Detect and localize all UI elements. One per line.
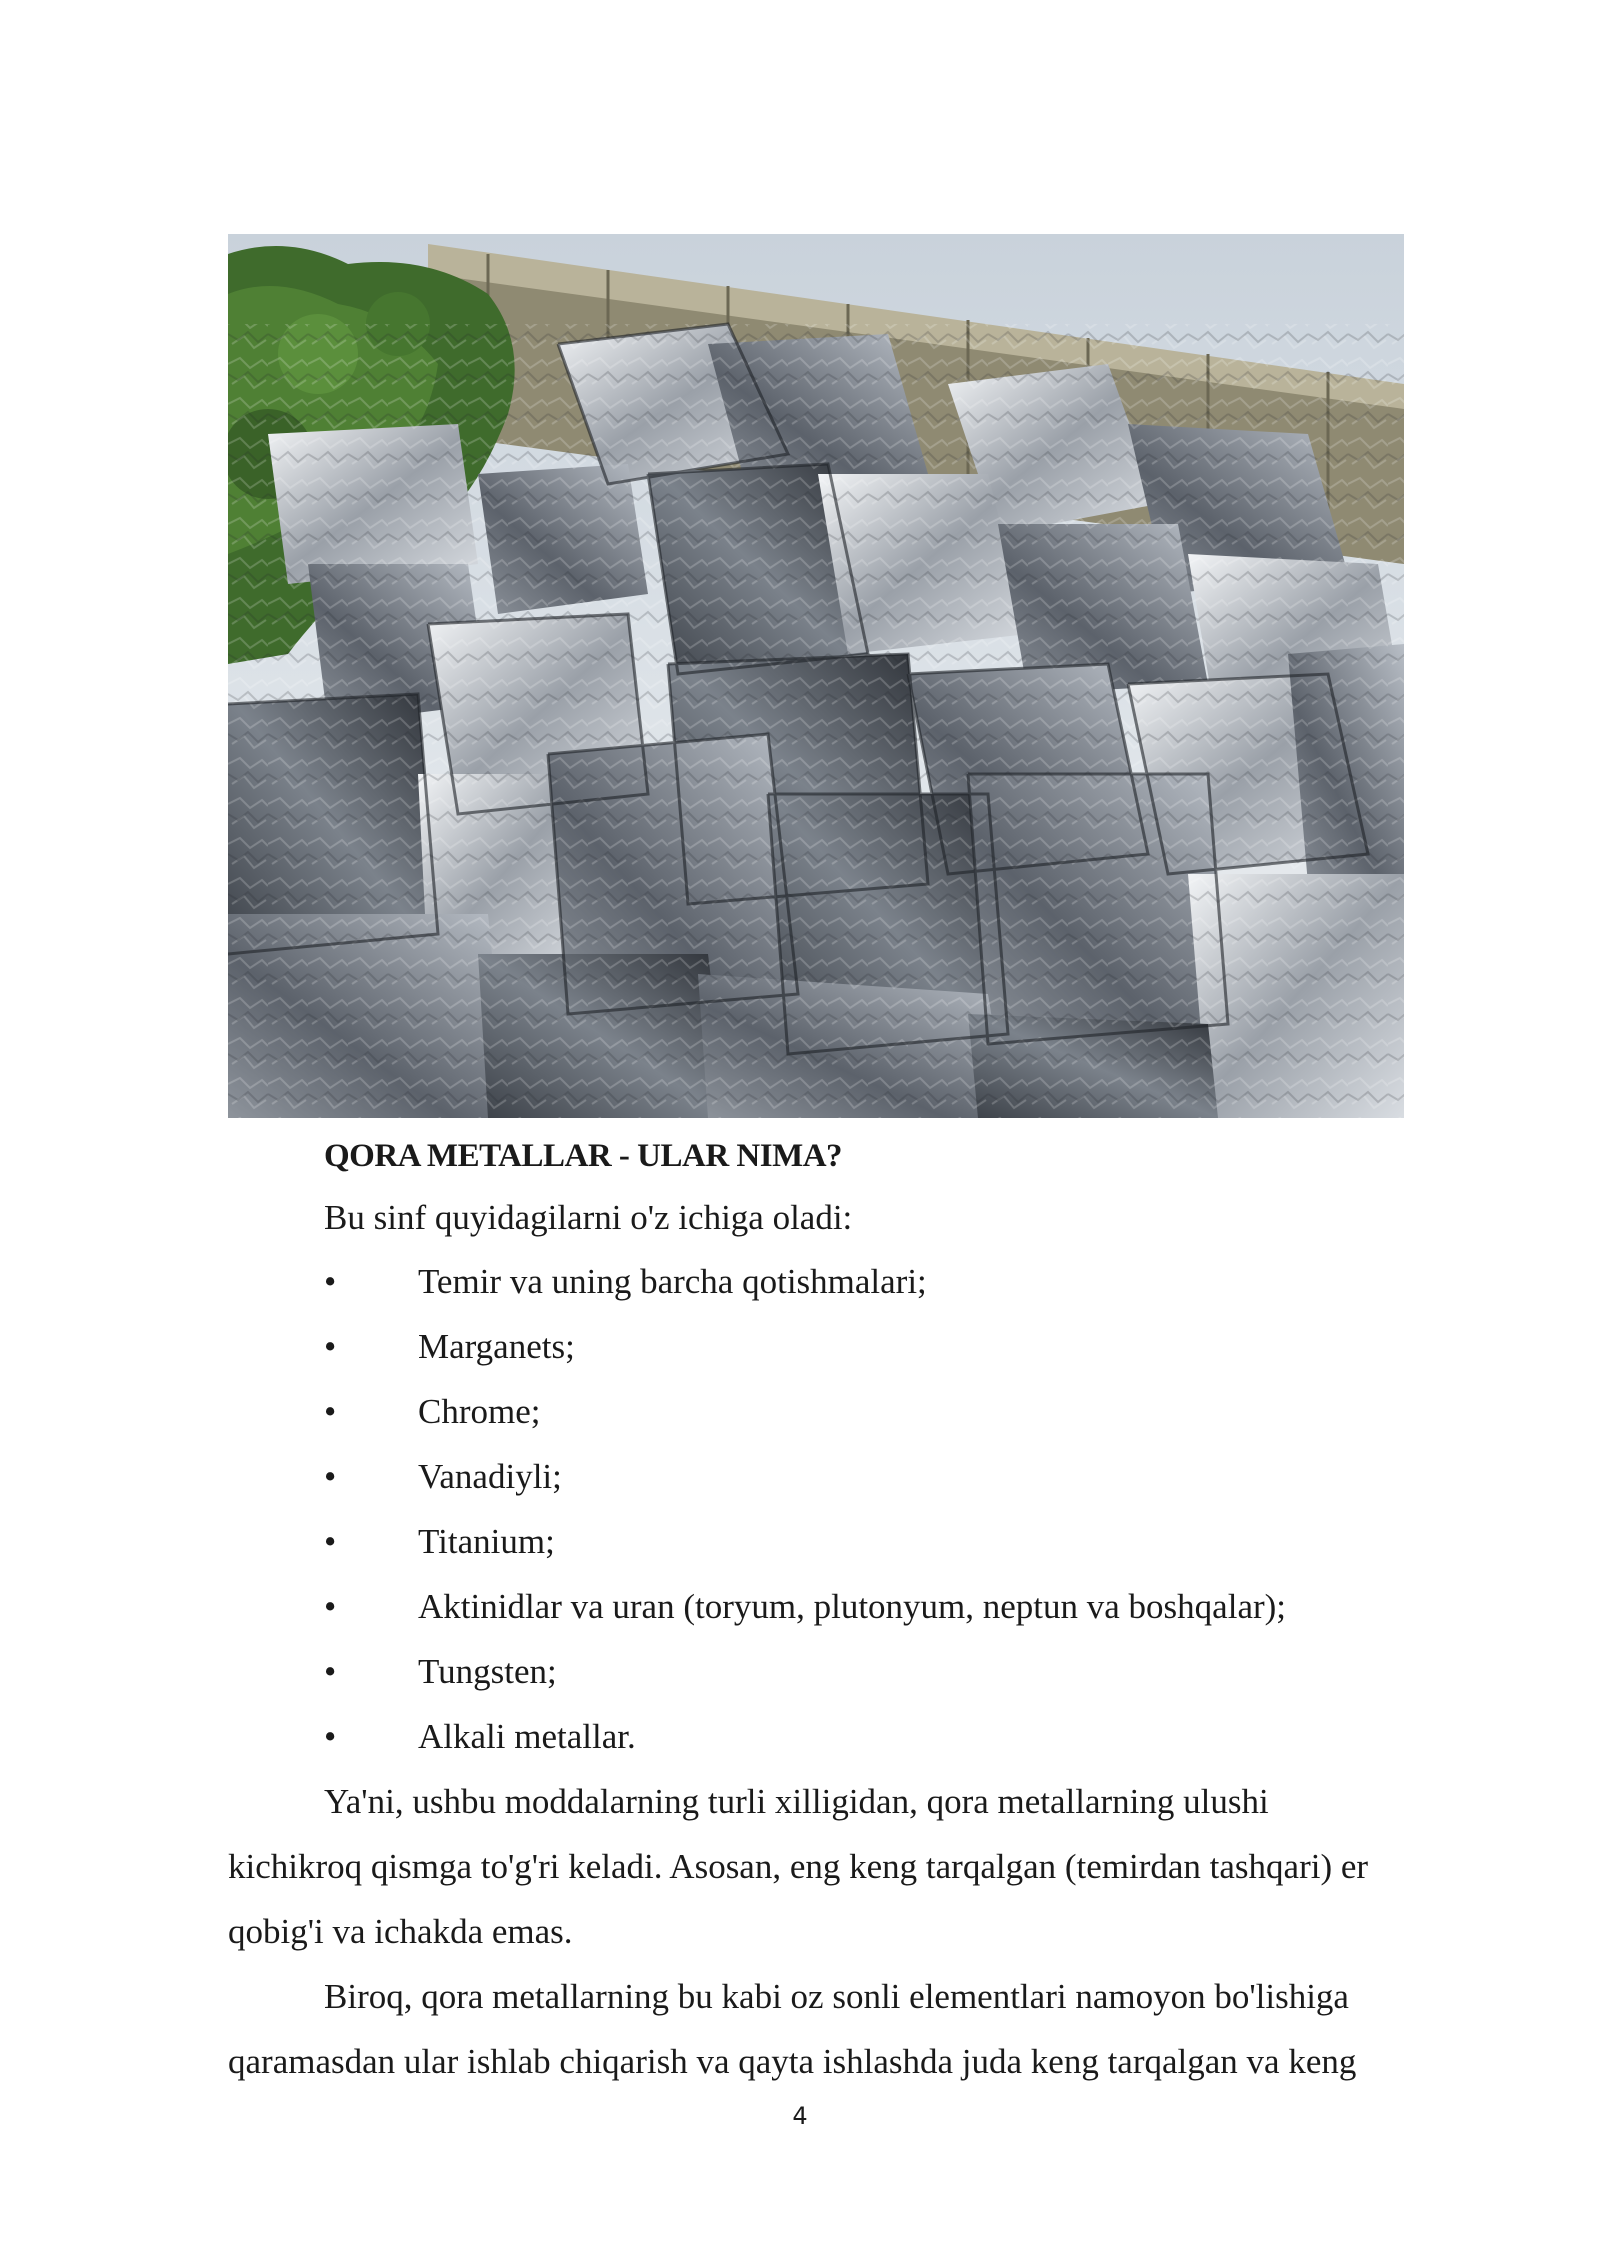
paragraph-line: Ya'ni, ushbu moddalarning turli xilligidan, qora metallarning ulushi <box>324 1782 1269 1821</box>
paragraph-line: Biroq, qora metallarning bu kabi oz sonli elementlari namoyon bo'lishiga <box>324 1977 1349 2016</box>
bullet-marker: • <box>324 1262 337 1301</box>
page-number: 4 <box>792 2102 808 2130</box>
bullet-marker: • <box>324 1717 337 1756</box>
list-item-text: Chrome; <box>418 1392 541 1431</box>
bullet-marker: • <box>324 1327 337 1366</box>
list-item-text: Titanium; <box>418 1522 555 1561</box>
bullet-marker: • <box>324 1652 337 1691</box>
intro-text: Bu sinf quyidagilarni o'z ichiga oladi: <box>324 1198 853 1237</box>
paragraph-line: kichikroq qismga to'g'ri keladi. Asosan, eng keng tarqalgan (temirdan tashqari) er <box>228 1847 1369 1886</box>
bullet-marker: • <box>324 1392 337 1431</box>
list-item-text: Vanadiyli; <box>418 1457 562 1496</box>
list-item-text: Alkali metallar. <box>418 1717 636 1756</box>
list-item-text: Aktinidlar va uran (toryum, plutonyum, neptun va boshqalar); <box>418 1587 1287 1626</box>
bullet-marker: • <box>324 1587 337 1626</box>
paragraph-line: qaramasdan ular ishlab chiqarish va qayta ishlashda juda keng tarqalgan va keng <box>228 2042 1357 2081</box>
scrap-metal-photo <box>228 234 1404 1118</box>
bullet-marker: • <box>324 1522 337 1561</box>
list-item-text: Temir va uning barcha qotishmalari; <box>418 1262 927 1301</box>
list-item-text: Marganets; <box>418 1327 575 1366</box>
section-heading: QORA METALLAR - ULAR NIMA? <box>324 1138 843 1174</box>
paragraph-line: qobig'i va ichakda emas. <box>228 1912 573 1951</box>
list-item-text: Tungsten; <box>418 1652 557 1691</box>
bullet-marker: • <box>324 1457 337 1496</box>
